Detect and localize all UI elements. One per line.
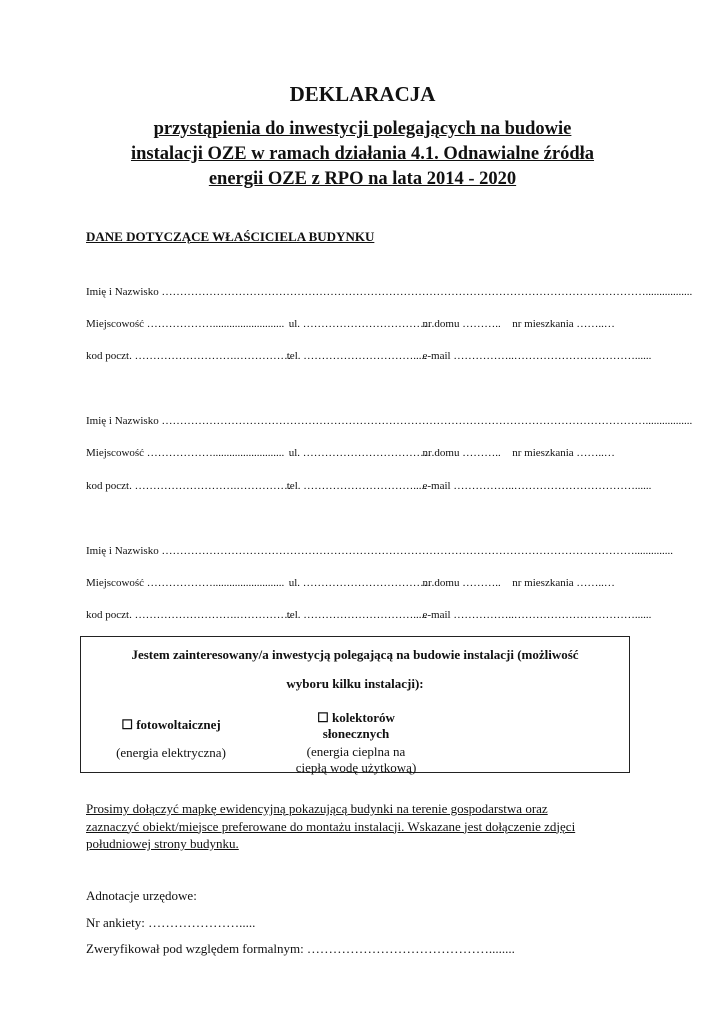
option-label-text: fotowoltaicznej [136, 717, 221, 732]
owner-3-street-field[interactable]: ul. ……………………………… [288, 577, 435, 589]
option-solar-collectors-description: (energia cieplna na [306, 744, 406, 759]
document-subtitle [85, 117, 640, 192]
owner-2-city-field[interactable]: Miejscowość ……………….......................... [86, 447, 285, 459]
owner-3-name-field[interactable]: Imię i Nazwisko ………………………………………………………………………………………………………………….............. [86, 545, 673, 557]
owner-2-contact-row [86, 480, 651, 492]
owner-3-email-field[interactable]: e-mail ……………..……………………………...... [422, 609, 652, 621]
owner-3-postal-code-field[interactable]: kod poczt. ……………………….…………… [86, 609, 292, 621]
option-photovoltaic-label [101, 717, 241, 733]
option-solar-collectors-description: ciepłą wodę użytkową) [295, 760, 417, 775]
checkbox-icon[interactable]: ☐ [121, 717, 133, 732]
owner-2-postal-code-field[interactable]: kod poczt. ……………………….…………… [86, 480, 292, 492]
owner-1-name-field[interactable]: Imię i Nazwisko ……………………………………………………………………………………………………………………................. [86, 286, 693, 298]
interest-heading-line: wyboru kilku instalacji): [286, 676, 424, 691]
note-line: Prosimy dołączyć mapkę ewidencyjną pokazującą budynki na terenie gospodarstwa oraz [86, 801, 548, 816]
owner-2-street-field[interactable]: ul. ……………………………… [288, 447, 435, 459]
owner-3-flat-number-field[interactable]: nr mieszkania ……..… [512, 577, 615, 589]
owner-2-email-field[interactable]: e-mail ……………..……………………………...... [422, 480, 652, 492]
owner-1-email-field[interactable]: e-mail ……………..……………………………...... [422, 350, 652, 362]
owner-1-phone-field[interactable]: tel. …………………………..... [286, 350, 427, 362]
interest-box-heading [81, 640, 629, 698]
attachment-note [86, 800, 646, 853]
owner-1-postal-code-field[interactable]: kod poczt. ……………………….…………… [86, 350, 292, 362]
option-solar-collectors[interactable] [281, 710, 431, 776]
owner-3-phone-field[interactable]: tel. …………………………..... [286, 609, 427, 621]
installation-interest-box [80, 636, 630, 773]
note-line: południowej strony budynku. [86, 836, 239, 851]
owner-1-contact-row [86, 350, 651, 362]
subtitle-line: instalacji OZE w ramach działania 4.1. Odnawialne źródła [130, 144, 595, 164]
option-label-text: kolektorów [332, 710, 395, 725]
owner-3-city-field[interactable]: Miejscowość ……………….......................... [86, 577, 285, 589]
subtitle-line: energii OZE z RPO na lata 2014 - 2020 [208, 169, 517, 189]
note-line: zaznaczyć obiekt/miejsce preferowane do montażu instalacji. Wskazane jest dołączenie zdjęci [86, 818, 576, 834]
owner-1-city-field[interactable]: Miejscowość ……………….......................... [86, 318, 285, 330]
owner-1-house-number-field[interactable]: nr domu ……….. [422, 318, 501, 330]
owner-2-address-row [86, 447, 615, 459]
owner-2-name-field[interactable]: Imię i Nazwisko ……………………………………………………………………………………………………………………................. [86, 415, 693, 427]
owner-2-flat-number-field[interactable]: nr mieszkania ……..… [512, 447, 615, 459]
option-solar-collectors-label [281, 710, 431, 726]
owner-1-street-field[interactable]: ul. ……………………………… [288, 318, 435, 330]
option-photovoltaic[interactable] [101, 717, 241, 761]
owner-3-house-number-field[interactable]: nr domu ……….. [422, 577, 501, 589]
subtitle-line: przystąpienia do inwestycji polegających na budowie [153, 119, 572, 139]
interest-heading-line: Jestem zainteresowany/a inwestycją polegającą na budowie instalacji (możliwość [131, 647, 579, 662]
owner-3-address-row [86, 577, 615, 589]
owner-2-house-number-field[interactable]: nr domu ……….. [422, 447, 501, 459]
formal-verification-field[interactable]: Zweryfikował pod względem formalnym: ……………………………………........ [86, 941, 515, 956]
checkbox-icon[interactable]: ☐ [317, 710, 329, 725]
owner-section-heading: DANE DOTYCZĄCE WŁAŚCICIELA BUDYNKU [86, 229, 375, 244]
owner-1-flat-number-field[interactable]: nr mieszkania ……..… [512, 318, 615, 330]
admin-annotations-heading: Adnotacje urzędowe: [86, 888, 197, 903]
survey-number-field[interactable]: Nr ankiety: …………………..... [86, 915, 256, 930]
owner-1-address-row [86, 318, 615, 330]
owner-3-contact-row [86, 609, 651, 621]
document-title: DEKLARACJA [289, 82, 436, 106]
option-label-text: słonecznych [322, 726, 390, 741]
owner-2-phone-field[interactable]: tel. …………………………..... [286, 480, 427, 492]
option-photovoltaic-description: (energia elektryczna) [116, 745, 226, 760]
